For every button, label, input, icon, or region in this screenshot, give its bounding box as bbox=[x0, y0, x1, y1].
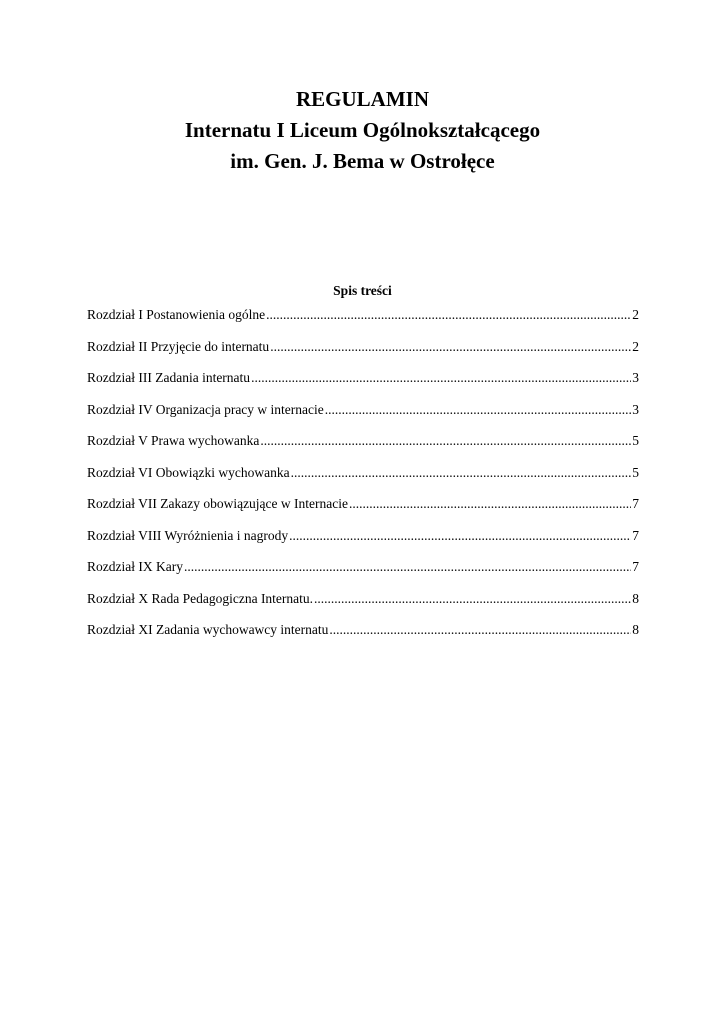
toc-entry-label: Rozdział I Postanowienia ogólne bbox=[87, 307, 266, 322]
toc-entry-label: Rozdział IX Kary bbox=[87, 559, 183, 574]
toc-entry[interactable] bbox=[87, 590, 639, 622]
toc-entry[interactable] bbox=[87, 464, 639, 496]
toc-dot-leader bbox=[266, 306, 631, 324]
toc-entry-label: Rozdział II Przyjęcie do internatu bbox=[87, 338, 270, 354]
title-line-3: im. Gen. J. Bema w Ostrołęce bbox=[230, 149, 495, 173]
title-line-2: Internatu I Liceum Ogólnokształcącego bbox=[184, 118, 541, 142]
toc-entry[interactable] bbox=[87, 401, 639, 433]
toc-entry[interactable] bbox=[87, 306, 639, 338]
toc-entry-page: 8 bbox=[632, 622, 639, 637]
toc-dot-leader bbox=[260, 432, 631, 450]
toc-entry-page: 3 bbox=[632, 370, 639, 385]
toc-entry-label: Rozdział XI Zadania wychowawcy internatu bbox=[87, 622, 329, 637]
toc-entry-label: Rozdział III Zadania internatu bbox=[87, 370, 251, 385]
toc-entry-page: 2 bbox=[632, 338, 639, 354]
document-title bbox=[0, 84, 725, 177]
toc-entry[interactable] bbox=[87, 338, 639, 370]
toc-dot-leader bbox=[329, 621, 631, 639]
toc-entry-page: 5 bbox=[632, 433, 639, 448]
toc-entry-label: Rozdział VI Obowiązki wychowanka bbox=[87, 464, 290, 480]
toc-entry[interactable] bbox=[87, 369, 639, 401]
toc-dot-leader bbox=[349, 495, 631, 513]
table-of-contents bbox=[87, 306, 639, 653]
toc-entry[interactable] bbox=[87, 495, 639, 527]
toc-entry-page: 7 bbox=[632, 559, 639, 574]
toc-entry[interactable] bbox=[87, 621, 639, 653]
toc-entry-page: 2 bbox=[632, 307, 639, 322]
toc-entry-page: 5 bbox=[632, 464, 639, 480]
toc-entry-label: Rozdział VIII Wyróżnienia i nagrody bbox=[87, 527, 289, 543]
toc-dot-leader bbox=[314, 590, 631, 608]
toc-entry[interactable] bbox=[87, 558, 639, 590]
toc-dot-leader bbox=[251, 369, 631, 387]
toc-entry-page: 7 bbox=[632, 527, 639, 543]
toc-dot-leader bbox=[270, 338, 631, 356]
toc-entry[interactable] bbox=[87, 527, 639, 559]
toc-entry-label: Rozdział VII Zakazy obowiązujące w Internacie bbox=[87, 496, 348, 511]
toc-entry-label: Rozdział V Prawa wychowanka bbox=[87, 433, 260, 448]
toc-heading: Spis treści bbox=[333, 283, 392, 298]
toc-entry-page: 3 bbox=[632, 401, 639, 417]
title-line-1: REGULAMIN bbox=[295, 87, 429, 111]
toc-entry-page: 8 bbox=[632, 590, 639, 606]
toc-dot-leader bbox=[325, 401, 631, 419]
toc-entry-page: 7 bbox=[632, 496, 639, 511]
toc-dot-leader bbox=[291, 464, 632, 482]
toc-entry[interactable] bbox=[87, 432, 639, 464]
toc-entry-label: Rozdział X Rada Pedagogiczna Internatu. bbox=[87, 590, 314, 606]
toc-entry-label: Rozdział IV Organizacja pracy w internacie bbox=[87, 401, 324, 417]
toc-dot-leader bbox=[289, 527, 631, 545]
toc-dot-leader bbox=[184, 558, 631, 576]
